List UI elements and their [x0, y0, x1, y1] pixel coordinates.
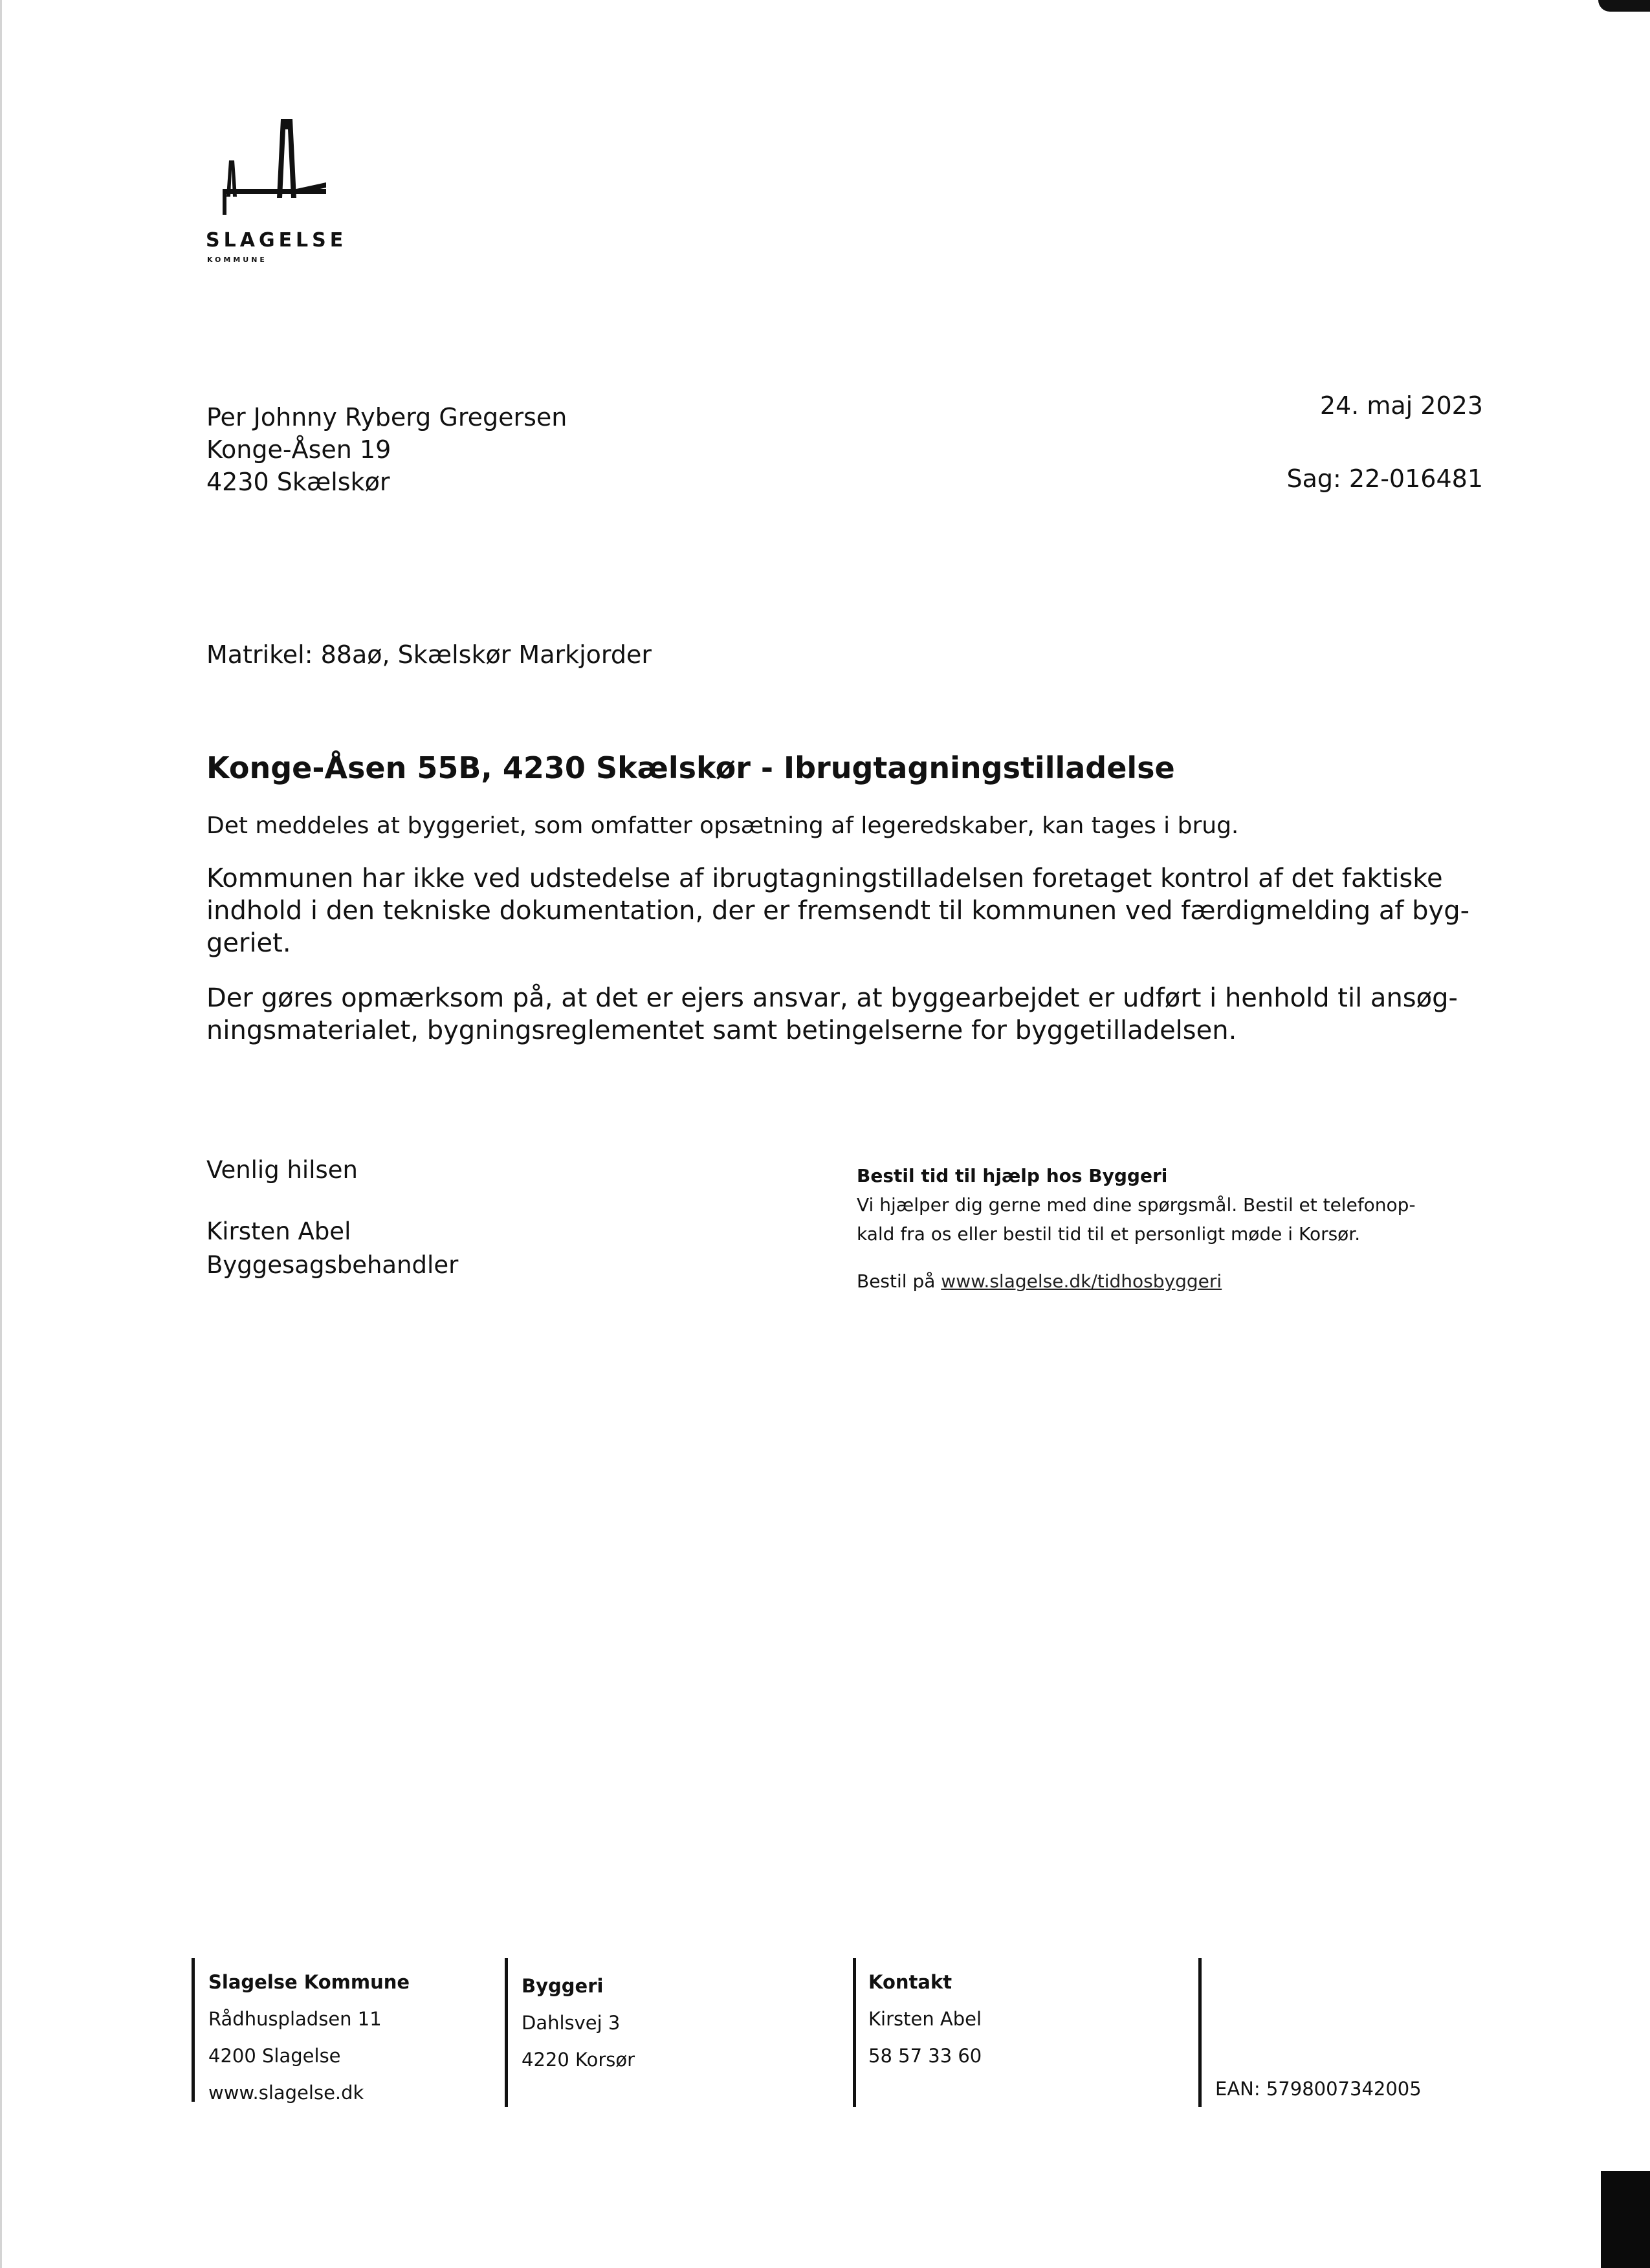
recipient-name: Per Johnny Ryberg Gregersen: [206, 403, 567, 431]
scan-edge: [0, 0, 2, 2268]
recipient-address: [206, 401, 567, 498]
footer-divider: [853, 1958, 856, 2107]
logo-subtitle: KOMMUNE: [207, 256, 267, 264]
footer-byggeri: Byggeri Dahlsvej 3 4220 Korsør: [522, 1975, 635, 2071]
body-paragraph-1: Det meddeles at byggeriet, som omfatter opsætning af legeredskaber, kan tages i brug.: [206, 812, 1239, 839]
help-info-box: Bestil tid til hjælp hos Byggeri Vi hjælper dig gerne med dine spørgsmål. Bestil et telefonop- kald fra os eller bestil tid til et personligt møde i Korsør. Bestil på www.slagelse.dk/tidhosbyggeri: [857, 1161, 1416, 1296]
footer-divider: [1198, 1958, 1202, 2107]
footer-kontakt: Kontakt Kirsten Abel 58 57 33 60: [868, 1971, 982, 2067]
signer-name: Kirsten Abel: [206, 1217, 351, 1245]
recipient-street: Konge-Åsen 19: [206, 435, 391, 464]
signer-role: Byggesagsbehandler: [206, 1251, 459, 1279]
footer-divider: [505, 1958, 508, 2107]
booking-link[interactable]: www.slagelse.dk/tidhosbyggeri: [941, 1270, 1222, 1292]
ean-number: EAN: 5798007342005: [1215, 2078, 1422, 2100]
footer-divider: [192, 1958, 195, 2102]
recipient-city: 4230 Skælskør: [206, 468, 390, 496]
help-heading: Bestil tid til hjælp hos Byggeri: [857, 1165, 1168, 1186]
help-order-line: Bestil på www.slagelse.dk/tidhosbyggeri: [857, 1270, 1222, 1292]
scan-corner-mark: [1598, 0, 1650, 12]
case-number: Sag: 22-016481: [1286, 464, 1483, 493]
body-paragraph-2: Kommunen har ikke ved udstedelse af ibrugtagningstilladelsen foretaget kontrol af det faktiske indhold i den tekniske dokumentation, der er fremsendt til kommunen ved færdigmelding af byg- geriet.: [206, 864, 1470, 958]
bridge-logo-icon: [206, 115, 335, 225]
body-paragraph-3: Der gøres opmærksom på, at det er ejers ansvar, at byggearbejdet er udført i henhold til ansøg- ningsmaterialet, bygningsreglementet samt betingelserne for byggetilladelsen.: [206, 983, 1458, 1045]
footer-kommune: Slagelse Kommune Rådhuspladsen 11 4200 Slagelse www.slagelse.dk: [208, 1964, 410, 2111]
matrikel-line: Matrikel: 88aø, Skælskør Markjorder: [206, 640, 652, 669]
scan-corner-mark: [1601, 2171, 1650, 2268]
footer-website-link[interactable]: www.slagelse.dk: [208, 2082, 364, 2104]
greeting: Venlig hilsen: [206, 1156, 358, 1184]
signature-block: [206, 1215, 458, 1282]
logo-wordmark: SLAGELSE: [206, 229, 347, 252]
slagelse-kommune-logo: [206, 115, 347, 270]
letter-title: Konge-Åsen 55B, 4230 Skælskør - Ibrugtagningstilladelse: [206, 750, 1175, 785]
letter-date: 24. maj 2023: [1319, 391, 1483, 420]
